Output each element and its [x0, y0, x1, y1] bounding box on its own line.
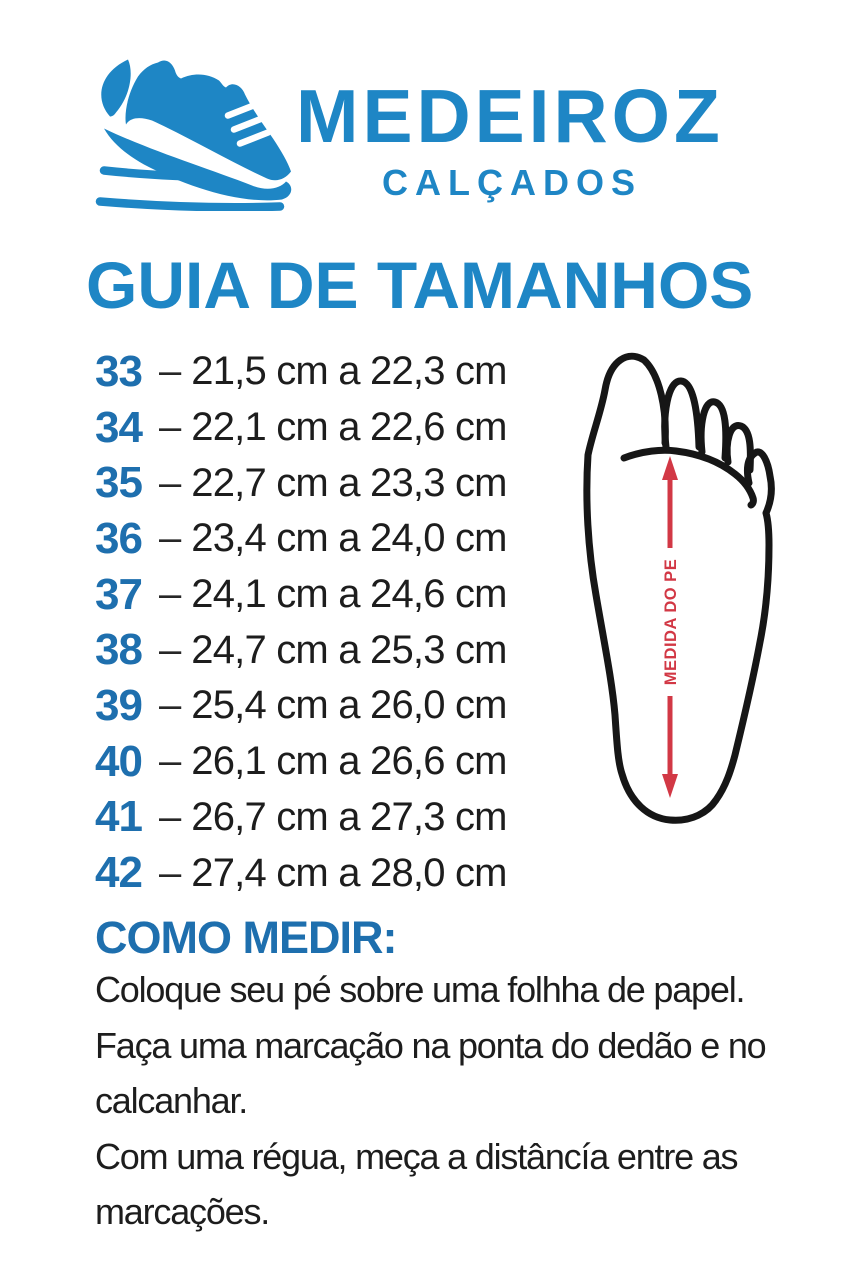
size-value: 33	[95, 346, 142, 396]
size-value: 36	[95, 513, 142, 563]
size-range: 27,4 cm a 28,0 cm	[191, 850, 507, 895]
brand-block	[286, 74, 738, 203]
size-value: 37	[95, 569, 142, 619]
foot-diagram	[572, 350, 812, 830]
size-value: 39	[95, 680, 142, 730]
size-row	[95, 678, 507, 734]
size-range: 26,7 cm a 27,3 cm	[191, 794, 507, 839]
size-range: 24,7 cm a 25,3 cm	[191, 627, 507, 672]
size-row	[95, 790, 507, 846]
size-dash: –	[159, 739, 182, 784]
brand-subtitle: CALÇADOS	[382, 162, 642, 203]
brand-logo-shoe-icon	[92, 53, 304, 211]
size-value: 42	[95, 848, 142, 898]
measure-label: MEDIDA DO PE	[662, 558, 680, 686]
size-value: 41	[95, 792, 142, 842]
page-title: GUIA DE TAMANHOS	[86, 248, 754, 322]
size-row	[95, 511, 507, 567]
size-range: 25,4 cm a 26,0 cm	[191, 683, 507, 728]
size-row	[95, 455, 507, 511]
size-dash: –	[159, 683, 182, 728]
size-table	[95, 344, 507, 901]
logo-leaf-shape	[101, 60, 130, 117]
instruction-line: marcações.	[95, 1191, 270, 1232]
size-value: 35	[95, 458, 142, 508]
size-range: 26,1 cm a 26,6 cm	[191, 739, 507, 784]
size-range: 23,4 cm a 24,0 cm	[191, 516, 507, 561]
size-range: 21,5 cm a 22,3 cm	[191, 349, 507, 394]
instruction-line: Coloque seu pé sobre uma folhha de papel.	[95, 969, 745, 1010]
size-dash: –	[159, 516, 182, 561]
size-dash: –	[159, 460, 182, 505]
size-dash: –	[159, 627, 182, 672]
how-to-measure-heading: COMO MEDIR:	[95, 912, 397, 963]
size-row	[95, 344, 507, 400]
size-value: 40	[95, 736, 142, 786]
size-dash: –	[159, 405, 182, 450]
size-row	[95, 845, 507, 901]
instruction-line: Faça uma marcação na ponta do dedão e no	[95, 1024, 766, 1066]
size-value: 34	[95, 402, 142, 452]
size-row	[95, 567, 507, 623]
instruction-line: Com uma régua, meça a distâncía entre as	[95, 1135, 738, 1177]
size-dash: –	[159, 794, 182, 839]
instruction-line: calcanhar.	[95, 1080, 248, 1121]
size-range: 22,7 cm a 23,3 cm	[191, 460, 507, 505]
measure-arrow	[662, 456, 680, 798]
size-row	[95, 400, 507, 456]
size-row	[95, 622, 507, 678]
size-row	[95, 734, 507, 790]
size-range: 22,1 cm a 22,6 cm	[191, 405, 507, 450]
brand-name: MEDEIROZ	[296, 74, 724, 158]
size-dash: –	[159, 850, 182, 895]
size-dash: –	[159, 349, 182, 394]
size-range: 24,1 cm a 24,6 cm	[191, 572, 507, 617]
size-value: 38	[95, 625, 142, 675]
how-to-measure-instructions	[95, 962, 766, 1240]
size-dash: –	[159, 572, 182, 617]
